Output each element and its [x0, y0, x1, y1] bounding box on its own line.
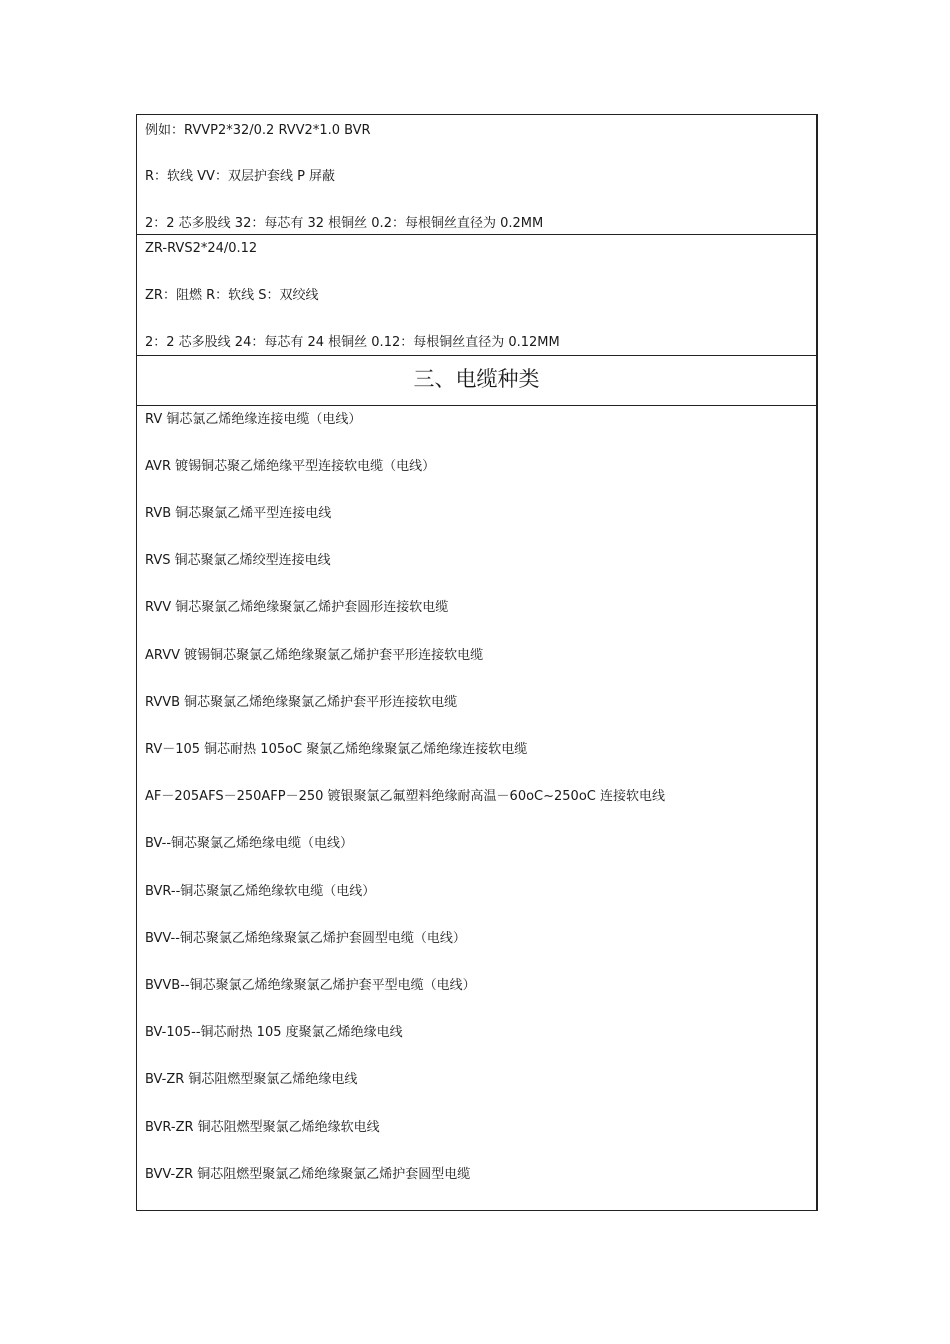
cable-type-item: BVV--铜芯聚氯乙烯绝缘聚氯乙烯护套圆型电缆（电线）	[145, 931, 466, 946]
cable-types-cell	[137, 406, 818, 1211]
cable-type-item: RVV 铜芯聚氯乙烯绝缘聚氯乙烯护套圆形连接软电缆	[145, 600, 449, 615]
example-cell-zr-rvs	[137, 235, 818, 356]
cable-type-item: BV-105--铜芯耐热 105 度聚氯乙烯绝缘电线	[145, 1025, 403, 1040]
cable-type-item: RVB 铜芯聚氯乙烯平型连接电线	[145, 506, 332, 521]
document-table	[136, 114, 818, 1211]
cable-type-item: BVVB--铜芯聚氯乙烯绝缘聚氯乙烯护套平型电缆（电线）	[145, 978, 476, 993]
example-line: 2：2 芯多股线 24：每芯有 24 根铜丝 0.12：每根铜丝直径为 0.12MM	[145, 335, 560, 350]
cable-type-item: RV－105 铜芯耐热 105oC 聚氯乙烯绝缘聚氯乙烯绝缘连接软电缆	[145, 742, 528, 757]
cable-type-item: BVR--铜芯聚氯乙烯绝缘软电缆（电线）	[145, 884, 376, 899]
section-heading: 三、电缆种类	[413, 367, 540, 391]
example-line: 2：2 芯多股线 32：每芯有 32 根铜丝 0.2：每根铜丝直径为 0.2MM	[145, 216, 544, 231]
example-line: ZR：阻燃 R：软线 S：双绞线	[145, 288, 319, 303]
cable-type-item: RVS 铜芯聚氯乙烯绞型连接电线	[145, 553, 331, 568]
cable-type-item: ARVV 镀锡铜芯聚氯乙烯绝缘聚氯乙烯护套平形连接软电缆	[145, 648, 484, 663]
cable-type-item: BV--铜芯聚氯乙烯绝缘电缆（电线）	[145, 836, 354, 851]
cable-type-item: BVR-ZR 铜芯阻燃型聚氯乙烯绝缘软电线	[145, 1120, 380, 1135]
example-cell-rvvp	[137, 115, 818, 235]
cable-type-item: RVVB 铜芯聚氯乙烯绝缘聚氯乙烯护套平形连接软电缆	[145, 695, 458, 710]
cable-type-item: BV-ZR 铜芯阻燃型聚氯乙烯绝缘电线	[145, 1072, 358, 1087]
cable-type-item: BVV-ZR 铜芯阻燃型聚氯乙烯绝缘聚氯乙烯护套圆型电缆	[145, 1167, 471, 1182]
heading-cell	[137, 356, 818, 406]
cable-type-item: RV 铜芯氯乙烯绝缘连接电缆（电线）	[145, 412, 362, 427]
example-line: ZR-RVS2*24/0.12	[145, 241, 258, 256]
example-line: 例如：RVVP2*32/0.2 RVV2*1.0 BVR	[145, 123, 371, 138]
cable-type-item: AVR 镀锡铜芯聚乙烯绝缘平型连接软电缆（电线）	[145, 459, 436, 474]
cable-type-item: AF－205AFS－250AFP－250 镀银聚氯乙氟塑料绝缘耐高温－60oC~250oC 连接软电线	[145, 789, 665, 804]
example-line: R：软线 VV：双层护套线 P 屏蔽	[145, 169, 336, 184]
